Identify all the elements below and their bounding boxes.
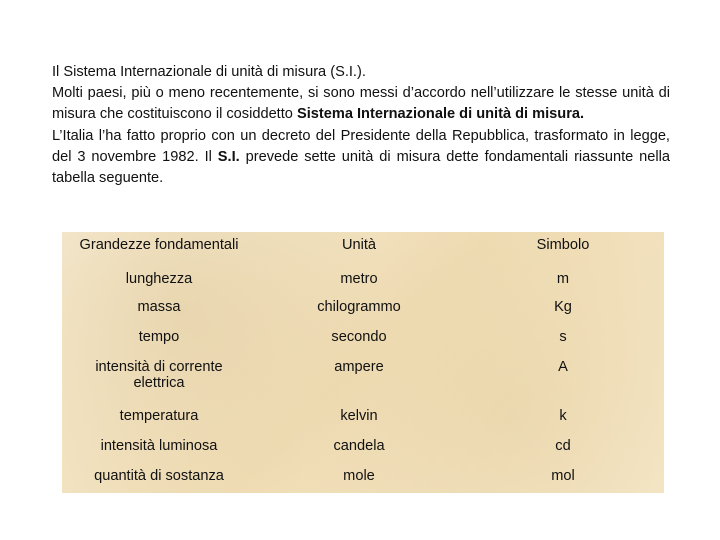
intro-paragraph-1-text: Molti paesi, più o meno recentemente, si sono messi d’accordo nell’utilizzare le stesse unità di misura che costituiscono il cosiddetto [52,85,670,123]
units-table [62,232,664,496]
header-quantity: Grandezze fondamentali [79,237,239,253]
cell-unit: ampere [334,359,384,375]
intro-paragraph-2 [52,126,670,190]
cell-quantity: intensità luminosa [100,438,218,454]
cell-symbol: mol [551,468,575,484]
header-symbol: Simbolo [536,237,590,253]
table-row [62,406,664,436]
cell-quantity: intensità di corrente elettrica [95,359,223,391]
intro-heading: Il Sistema Internazionale di unità di misura (S.I.). [52,64,366,80]
cell-symbol: m [556,271,570,287]
cell-quantity: temperatura [119,408,199,424]
table-row [62,466,664,496]
cell-unit: chilogrammo [317,299,401,315]
cell-unit: kelvin [340,408,378,424]
cell-symbol: A [558,359,568,375]
cell-symbol: k [559,408,567,424]
cell-unit: secondo [331,329,387,345]
table-row [62,436,664,466]
table-row [62,267,664,297]
table-row [62,327,664,357]
si-abbreviation: S.I. [217,148,240,165]
intro-paragraph-2-text-a: L’Italia l’ha fatto proprio con un decreto del Presidente della Repubblica, trasformato in legge, del 3 novembre 1982. Il [52,127,670,165]
cell-quantity: lunghezza [125,271,193,287]
cell-quantity: massa [137,299,181,315]
table-row [62,297,664,327]
cell-symbol: cd [555,438,571,454]
cell-unit: mole [343,468,375,484]
cell-quantity: tempo [138,329,180,345]
cell-unit: candela [333,438,385,454]
units-table-container [62,232,664,493]
table-header-row [62,232,664,267]
cell-symbol: Kg [554,299,572,315]
cell-symbol: s [559,329,567,345]
table-row [62,357,664,406]
cell-unit: metro [340,271,378,287]
header-unit: Unità [341,237,377,253]
si-system-name: Sistema Internazionale di unità di misura. [296,106,585,123]
intro-text [52,62,670,189]
intro-paragraph-1 [52,83,670,125]
intro-paragraph-2-text-b: prevede sette unità di misura dette fondamentali riassunte nella tabella seguente. [52,148,671,187]
cell-quantity: quantità di sostanza [94,468,224,484]
